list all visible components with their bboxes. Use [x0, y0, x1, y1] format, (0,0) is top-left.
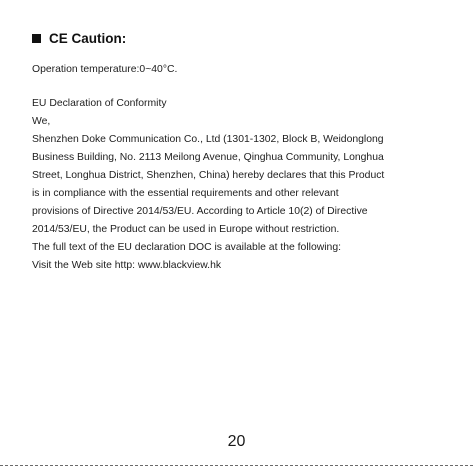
operation-temperature: Operation temperature:0~40°C. — [32, 64, 178, 75]
bottom-divider — [0, 465, 473, 466]
declaration-line: The full text of the EU declaration DOC is available at the following: — [32, 242, 341, 253]
declaration-line: provisions of Directive 2014/53/EU. According to Article 10(2) of Directive — [32, 206, 368, 217]
section-title: CE Caution: — [49, 31, 127, 46]
declaration-line: Street, Longhua District, Shenzhen, China) hereby declares that this Product — [32, 170, 385, 181]
website-line: Visit the Web site http: www.blackview.hk — [32, 260, 222, 271]
declaration-line: We, — [32, 116, 51, 127]
declaration-line: Shenzhen Doke Communication Co., Ltd (1301-1302, Block B, Weidonglong — [32, 134, 384, 145]
black-square-bullet-icon — [32, 34, 41, 43]
declaration-line: 2014/53/EU, the Product can be used in Europe without restriction. — [32, 224, 340, 235]
page-number: 20 — [227, 433, 246, 450]
declaration-title: EU Declaration of Conformity — [32, 98, 167, 109]
declaration-line: is in compliance with the essential requirements and other relevant — [32, 188, 339, 199]
section-heading — [32, 31, 126, 46]
declaration-line: Business Building, No. 2113 Meilong Avenue, Qinghua Community, Longhua — [32, 152, 384, 163]
